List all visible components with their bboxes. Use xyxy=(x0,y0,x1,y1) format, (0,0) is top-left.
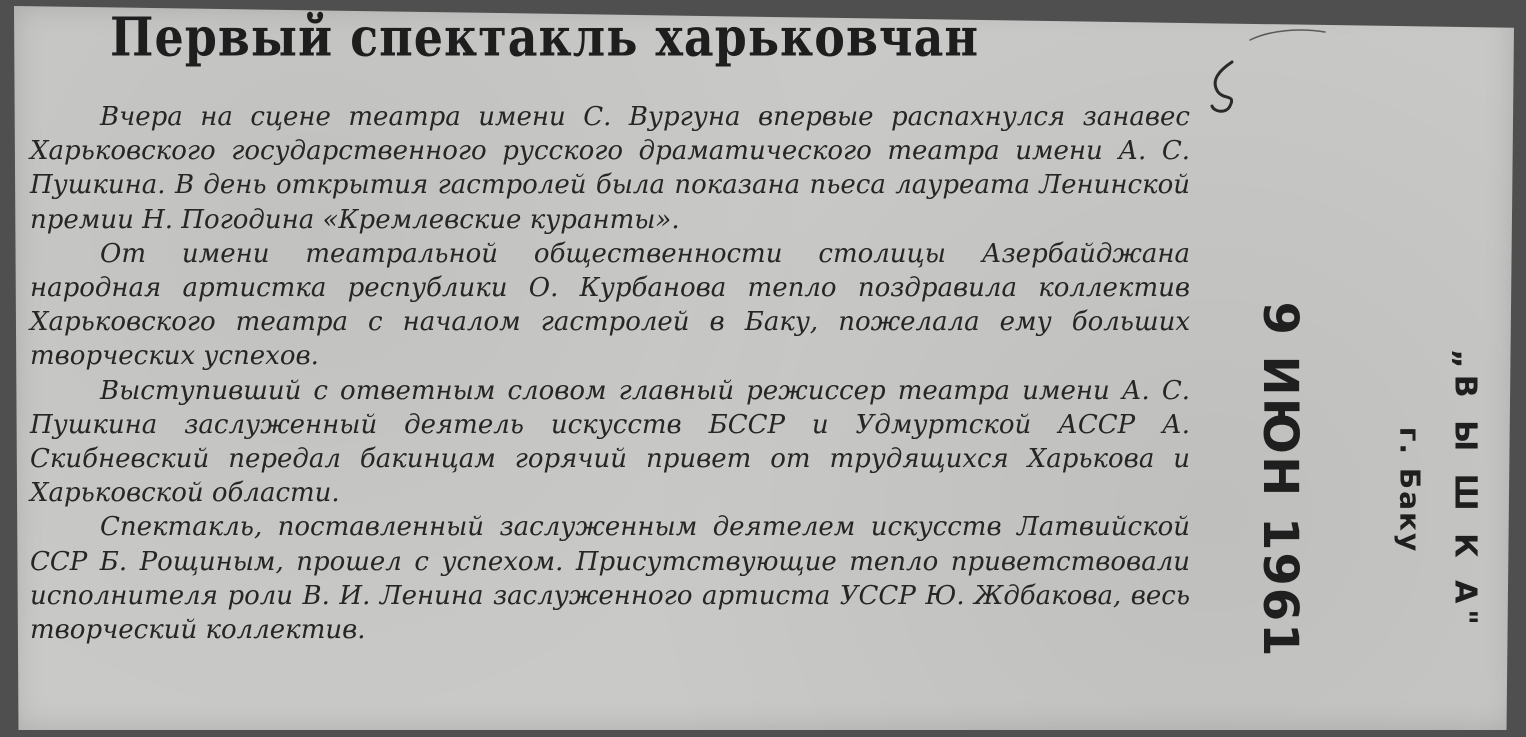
stamp-newspaper-name xyxy=(1430,320,1500,660)
stamp-date xyxy=(1225,290,1335,670)
pencil-mark-icon xyxy=(1200,20,1330,120)
article-paragraph-3: Выступивший с ответным словом главный режиссер театра имени А. С. Пушкина заслуженный деятель искусств БССР и Удмуртской АССР А. Скибневский передал бакинцам горячий привет от трудящихся Харькова и Харьковской области. xyxy=(30,375,1190,509)
article-paragraph-4: Спектакль, поставленный заслуженным деятелем искусств Латвийской ССР Б. Рощиным, прошел с успехом. Присутствующие тепло приветствовали исполнителя роли В. И. Ленина заслуженного артиста УССР Ю. Ждбакова, весь творческий коллектив. xyxy=(30,512,1190,646)
article-headline: Первый спектакль харьковчан xyxy=(110,6,980,69)
stamp-city-text: г. Баку xyxy=(1393,426,1427,554)
stamp-date-text: 9 ИЮН 1961 xyxy=(1252,301,1308,659)
article-paragraph-1: Вчера на сцене театра имени С. Вургуна впервые распахнулся занавес Харьковского государственного русского драматического театра имени А. С. Пушкина. В день открытия гастролей была показана пьеса лауреата Ленинской премии Н. Погодина «Кремлевские куранты». xyxy=(30,102,1190,235)
stamp-newspaper-name-text: „В Ы Ш К А" xyxy=(1447,349,1483,631)
article-paragraph-2: От имени театральной общественности столицы Азербайджана народная артистка республики О. Курбанова тепло поздравила коллектив Харьковского театра с началом гастролей в Баку, пожелала ему больших творческих успехов. xyxy=(30,238,1190,372)
article-body xyxy=(30,100,1190,647)
